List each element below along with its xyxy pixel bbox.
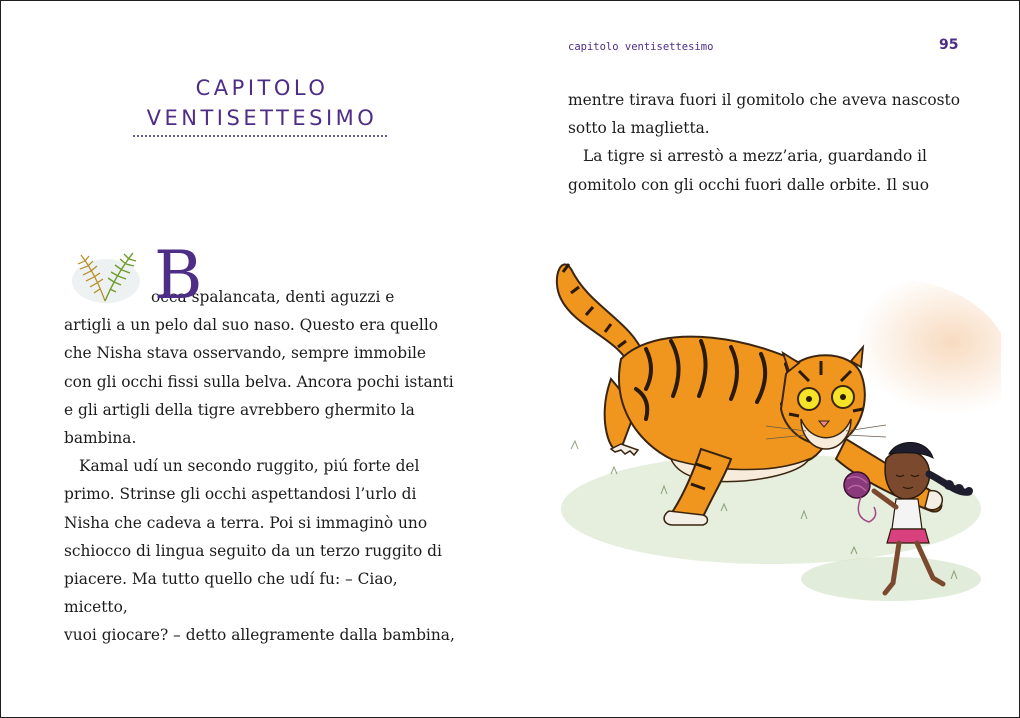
paragraph-4 [568, 142, 968, 198]
paragraph-3 [568, 86, 968, 142]
drop-cap: B [154, 237, 203, 314]
text-line: mentre tirava fuori il gomitolo che aveva nascosto [568, 91, 961, 109]
text-line: vuoi giocare? – detto allegramente dalla bambina, [64, 626, 455, 645]
tiger-and-girl-illustration [551, 249, 1001, 619]
text-line: che Nisha stava osservando, sempre immobile [64, 344, 427, 363]
text-line: Kamal udí un secondo ruggito, piú forte del [79, 457, 420, 476]
chapter-title-line-2: VENTISETTESIMO [146, 106, 378, 130]
chapter-title [131, 73, 393, 133]
text-line: sotto la maglietta. [568, 119, 710, 138]
paragraph-2 [64, 452, 464, 649]
text-line: La tigre si arrestò a mezz’aria, guardando il [583, 147, 927, 166]
running-head: capitolo ventisettesimo [568, 41, 714, 53]
left-page [1, 1, 510, 717]
text-line: occa spalancata, denti aguzzi e [151, 288, 395, 306]
text-line: gomitolo con gli occhi fuori dalle orbite. Il suo [568, 175, 930, 194]
text-line: con gli occhi fissi sulla belva. Ancora pochi istanti [64, 372, 454, 391]
chapter-title-line-1: CAPITOLO [195, 76, 329, 100]
text-line: artigli a un pelo dal suo naso. Questo era quello [64, 316, 439, 335]
page-number: 95 [939, 37, 959, 53]
paragraph-1 [64, 283, 464, 452]
text-line: Nisha che cadeva a terra. Poi si immaginò uno [64, 513, 428, 532]
left-page-body [64, 237, 464, 650]
text-line: primo. Strinse gli occhi aspettandosi l’urlo di [64, 485, 417, 504]
text-line: bambina. [64, 429, 137, 448]
right-page-body [568, 86, 968, 199]
text-line: piacere. Ma tutto quello che udí fu: – Ciao, micetto, [64, 570, 398, 617]
text-line: e gli artigli della tigre avrebbero ghermito la [64, 400, 415, 419]
dotted-title-rule [133, 135, 387, 137]
text-line: schiocco di lingua seguito da un terzo ruggito di [64, 541, 442, 560]
